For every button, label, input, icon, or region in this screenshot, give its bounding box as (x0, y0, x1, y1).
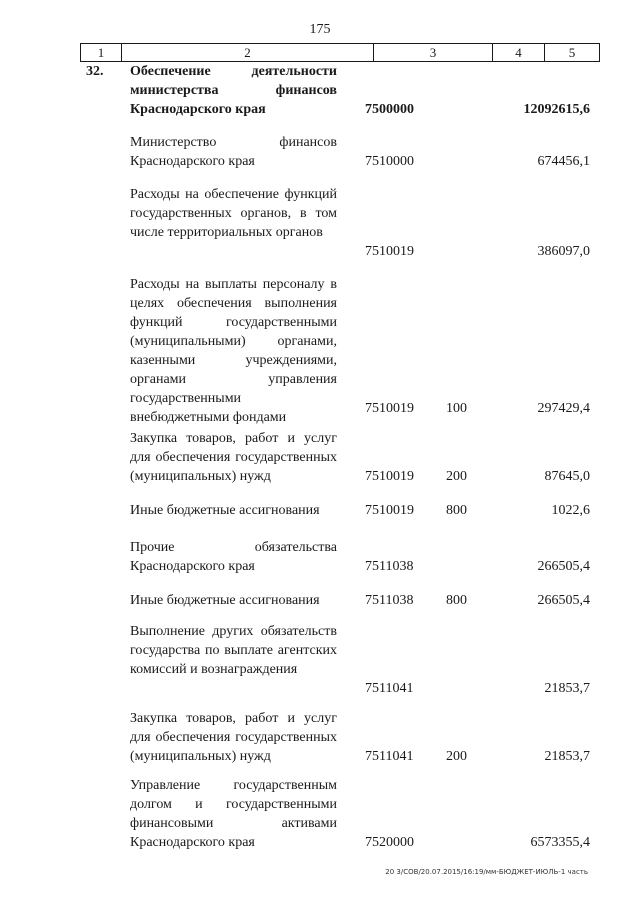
row-amount: 6573355,4 (530, 835, 590, 850)
row-description: Закупка товаров, работ и услуг для обеспечения государственных (муниципальных) нужд (130, 711, 337, 764)
row-type: 800 (446, 593, 467, 608)
row-amount: 386097,0 (537, 244, 590, 259)
row-description: Выполнение других обязательств государства по выплате агентских комиссий и вознаграждения (130, 624, 337, 677)
row-amount: 21853,7 (544, 749, 590, 764)
row-description: Прочие обязательства Краснодарского края (130, 540, 337, 574)
row-code: 7511038 (365, 593, 414, 608)
column-header-3: 3 (374, 44, 493, 61)
row-amount: 1022,6 (551, 503, 590, 518)
column-header-5: 5 (568, 45, 576, 60)
row-amount: 297429,4 (537, 401, 590, 416)
row-code: 7500000 (365, 102, 414, 117)
row-code: 7510000 (365, 154, 414, 169)
column-header-2: 2 (122, 44, 374, 61)
column-header-4: 4 (493, 44, 545, 61)
row-amount: 21853,7 (544, 681, 590, 696)
row-type: 800 (446, 503, 467, 518)
row-code: 7511041 (365, 681, 414, 696)
page-number: 175 (309, 22, 331, 37)
row-description: Иные бюджетные ассигнования (130, 593, 320, 608)
row-code: 7510019 (365, 469, 414, 484)
row-code: 7520000 (365, 835, 414, 850)
row-description: Управление государственным долгом и государственными финансовыми активами Краснодарского края (130, 778, 337, 850)
row-code: 7511038 (365, 559, 414, 574)
row-code: 7511041 (365, 749, 414, 764)
row-description: Расходы на обеспечение функций государственных органов, в том числе территориальных органов (130, 187, 337, 240)
row-amount: 87645,0 (544, 469, 590, 484)
row-type: 200 (446, 749, 467, 764)
footer-stamp: 20 3/СОВ/20.07.2015/16:19/мм-БЮДЖЕТ-ИЮЛЬ-1 часть (385, 868, 588, 876)
row-amount: 12092615,6 (523, 102, 590, 117)
row-description: Иные бюджетные ассигнования (130, 503, 320, 518)
row-description: Закупка товаров, работ и услуг для обеспечения государственных (муниципальных) нужд (130, 431, 337, 484)
column-header-row (80, 43, 600, 62)
row-code: 7510019 (365, 503, 414, 518)
row-description: Обеспечение деятельности министерства финансов Краснодарского края (130, 64, 337, 117)
row-type: 200 (446, 469, 467, 484)
column-header-1: 1 (81, 44, 122, 61)
row-amount: 266505,4 (537, 593, 590, 608)
row-description: Расходы на выплаты персоналу в целях обеспечения выполнения функций государственными (муниципальными) органами, казенными учреждениями, органами управления государственными внебюджетными фондами (130, 277, 337, 425)
row-number: 32. (86, 64, 104, 79)
row-amount: 674456,1 (537, 154, 590, 169)
row-type: 100 (446, 401, 467, 416)
row-description: Министерство финансов Краснодарского края (130, 135, 337, 169)
row-code: 7510019 (365, 244, 414, 259)
row-code: 7510019 (365, 401, 414, 416)
row-amount: 266505,4 (537, 559, 590, 574)
